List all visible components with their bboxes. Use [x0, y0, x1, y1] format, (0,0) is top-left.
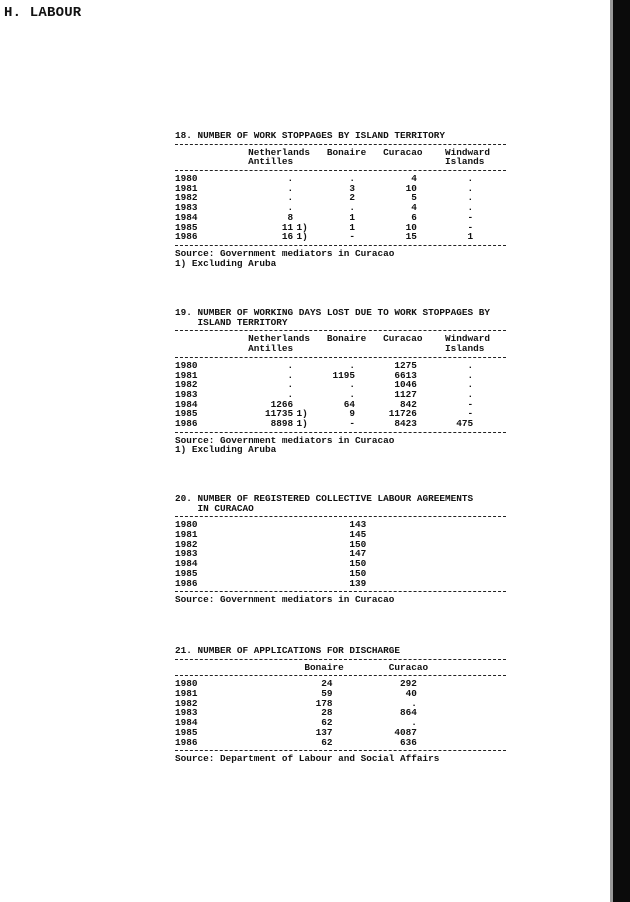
table-title: 20. NUMBER OF REGISTERED COLLECTIVE LABOUR AGREEMENTS [175, 493, 474, 504]
table-footnote: 1) Excluding Aruba [175, 444, 277, 456]
value-cell: 150 [349, 567, 367, 579]
table-row [175, 213, 506, 223]
table-row [175, 689, 506, 699]
section-title: H. LABOUR [4, 5, 82, 21]
column-header: Curacao [388, 661, 429, 673]
table-source: Source: Government mediators in Curacao [175, 594, 395, 606]
table-row [175, 184, 506, 194]
value-cell: 24 [321, 678, 333, 690]
value-cell: 1 [349, 211, 355, 223]
value-cell: 59 [321, 688, 333, 700]
dashed-rule [175, 144, 506, 145]
table-row [175, 174, 506, 184]
dashed-rule [175, 245, 506, 246]
value-cell: 11726 [388, 408, 417, 420]
table-row [175, 371, 506, 381]
value-cell: 137 [315, 726, 333, 738]
value-cell: 4 [411, 202, 417, 214]
table-title: 21. NUMBER OF APPLICATIONS FOR DISCHARGE [175, 645, 401, 656]
value-cell: 11735 [264, 408, 294, 420]
value-cell: 292 [400, 678, 417, 690]
year-cell: 1986 [175, 736, 198, 748]
column-header: Curacao [383, 146, 423, 158]
table-row [175, 579, 506, 589]
table-title: 19. NUMBER OF WORKING DAYS LOST DUE TO WORK STOPPAGES BY [175, 307, 491, 318]
value-cell: . [287, 379, 294, 391]
value-cell: - [467, 398, 474, 410]
table-row [175, 520, 506, 530]
table-row [175, 232, 506, 242]
value-cell: - [467, 408, 474, 420]
value-cell: 1275 [394, 359, 417, 371]
year-cell: 1980 [175, 519, 198, 531]
dashed-rule [175, 516, 506, 517]
year-cell: 1983 [175, 388, 198, 400]
value-cell: . [467, 388, 474, 400]
value-cell: . [467, 192, 474, 204]
year-cell: 1986 [175, 577, 198, 589]
value-cell [293, 174, 310, 184]
value-cell: 8423 [394, 417, 417, 429]
column-header: Windward [445, 333, 491, 345]
column-header: Netherlands [248, 333, 311, 345]
value-cell: 1 [467, 231, 474, 243]
value-cell: . [287, 359, 294, 371]
year-cell: 1981 [175, 529, 198, 541]
column-header: Curacao [383, 333, 423, 345]
year-cell: 1981 [175, 369, 198, 381]
column-header [175, 148, 248, 158]
value-cell: . [467, 202, 474, 214]
value-cell [293, 380, 310, 390]
year-cell: 1983 [175, 548, 198, 560]
value-cell: 636 [400, 736, 417, 748]
year-cell: 1984 [175, 398, 198, 410]
value-cell: 1 [349, 221, 355, 233]
year-cell: 1984 [175, 558, 198, 570]
value-cell: 147 [349, 548, 367, 560]
value-cell [293, 193, 310, 203]
value-cell: - [467, 221, 474, 233]
table-row [175, 718, 506, 728]
value-cell: 150 [349, 538, 367, 550]
table-row [175, 569, 506, 579]
value-cell: . [287, 192, 294, 204]
value-cell: 9 [349, 408, 355, 420]
value-cell: . [287, 202, 294, 214]
value-cell: 842 [399, 398, 417, 410]
dashed-rule [175, 357, 506, 358]
column-header [383, 344, 445, 354]
header-row [175, 663, 506, 673]
value-cell: 475 [456, 417, 474, 429]
year-cell: 1980 [175, 359, 198, 371]
column-header [175, 157, 248, 167]
table-source: Source: Government mediators in Curacao [175, 247, 395, 259]
table-working-days-lost [175, 308, 506, 455]
value-cell: 1127 [394, 388, 417, 400]
table-row [175, 203, 506, 213]
value-cell: 864 [400, 707, 417, 719]
value-cell: 178 [315, 697, 333, 709]
year-cell: 1982 [175, 697, 198, 709]
year-cell: 1980 [175, 678, 198, 690]
dashed-rule [175, 659, 506, 660]
value-cell: 40 [405, 688, 417, 700]
table-row [175, 223, 506, 233]
value-cell: 5 [411, 192, 417, 204]
value-cell: 4 [411, 173, 417, 185]
year-cell: 1983 [175, 202, 198, 214]
value-cell: . [467, 359, 474, 371]
value-cell: . [287, 173, 294, 185]
year-cell: 1981 [175, 688, 198, 700]
year-cell: 1985 [175, 408, 198, 420]
value-cell: 8898 [270, 417, 294, 429]
value-cell: - [349, 231, 355, 243]
table-row [175, 380, 506, 390]
value-cell: 4087 [394, 726, 417, 738]
dashed-rule [175, 675, 506, 676]
value-cell: 1046 [394, 379, 417, 391]
dashed-rule [175, 330, 506, 331]
value-cell: . [467, 182, 474, 194]
table-row [175, 738, 506, 748]
year-cell: 1982 [175, 538, 198, 550]
value-cell: 15 [405, 231, 417, 243]
table-row [175, 193, 506, 203]
value-cell: . [349, 388, 355, 400]
year-cell: 1983 [175, 707, 198, 719]
value-cell: 6 [411, 211, 417, 223]
value-cell: . [467, 379, 474, 391]
value-cell: 145 [349, 529, 367, 541]
table-source: Source: Government mediators in Curacao [175, 434, 395, 446]
value-cell: . [467, 369, 474, 381]
value-cell: - [349, 417, 355, 429]
table-title: 18. NUMBER OF WORK STOPPAGES BY ISLAND TERRITORY [175, 130, 446, 141]
value-cell: . [287, 182, 294, 194]
table-row [175, 699, 506, 709]
value-cell: 1266 [270, 398, 294, 410]
year-cell: 1984 [175, 717, 198, 729]
column-header [175, 344, 248, 354]
value-cell: . [467, 173, 474, 185]
year-cell: 1986 [175, 231, 198, 243]
value-cell [293, 390, 310, 400]
table-row [175, 549, 506, 559]
value-cell: . [287, 388, 294, 400]
header-row [175, 157, 506, 167]
value-cell: . [349, 379, 355, 391]
value-cell: 1195 [332, 369, 355, 381]
table-title: ISLAND TERRITORY [175, 316, 288, 328]
table-source: Source: Department of Labour and Social Affairs [175, 753, 440, 765]
column-header [327, 344, 383, 354]
value-cell [293, 184, 310, 194]
scan-edge-border [613, 0, 630, 902]
column-header: Bonaire [326, 146, 367, 158]
value-cell: . [287, 369, 294, 381]
value-cell: 150 [349, 558, 367, 570]
year-cell: 1981 [175, 182, 198, 194]
value-cell: 6613 [394, 369, 417, 381]
value-cell: . [411, 697, 417, 709]
table-row [175, 540, 506, 550]
year-cell: 1985 [175, 221, 198, 233]
value-cell: 16 [281, 231, 294, 243]
year-cell: 1984 [175, 211, 198, 223]
column-header: Bonaire [326, 333, 367, 345]
value-cell: 3 [349, 182, 355, 194]
header-row [175, 344, 506, 354]
value-cell: . [349, 173, 355, 185]
table-row [175, 390, 506, 400]
value-cell: 1) [296, 231, 308, 243]
value-cell: 64 [343, 398, 355, 410]
column-header: Windward [445, 146, 491, 158]
column-header [383, 157, 445, 167]
column-header: Islands [445, 343, 485, 355]
table-title: IN CURACAO [175, 502, 254, 514]
value-cell: 10 [405, 182, 417, 194]
value-cell: 62 [321, 717, 333, 729]
table-collective-agreements [175, 494, 506, 605]
column-header: Islands [445, 156, 485, 168]
year-cell: 1982 [175, 192, 198, 204]
value-cell: . [411, 717, 417, 729]
table-row [175, 679, 506, 689]
table-row [175, 708, 506, 718]
table-row [175, 419, 506, 429]
column-header [327, 157, 383, 167]
value-cell: 28 [321, 707, 333, 719]
column-header: Antilles [248, 343, 294, 355]
value-cell [293, 371, 310, 381]
year-cell: 1982 [175, 379, 198, 391]
column-header [175, 334, 248, 344]
year-cell: 1985 [175, 726, 198, 738]
value-cell: 11 [281, 221, 294, 233]
value-cell: . [349, 202, 355, 214]
table-discharge-applications [175, 646, 506, 764]
column-header: Netherlands [248, 146, 311, 158]
table-row [175, 400, 506, 410]
value-cell: 139 [349, 577, 367, 589]
dashed-rule [175, 170, 506, 171]
value-cell [293, 361, 310, 371]
year-cell: 1985 [175, 567, 198, 579]
table-row [175, 559, 506, 569]
value-cell: 62 [321, 736, 333, 748]
value-cell [293, 203, 310, 213]
table-footnote: 1) Excluding Aruba [175, 257, 277, 269]
year-cell: 1980 [175, 173, 198, 185]
value-cell: 1) [296, 408, 308, 420]
table-row [175, 530, 506, 540]
value-cell: 8 [287, 211, 294, 223]
value-cell: 10 [405, 221, 417, 233]
value-cell: 1) [296, 221, 308, 233]
value-cell: 143 [349, 519, 367, 531]
value-cell: . [349, 359, 355, 371]
value-cell: 2 [349, 192, 355, 204]
value-cell: 1) [296, 417, 308, 429]
year-cell: 1986 [175, 417, 198, 429]
dashed-rule [175, 591, 506, 592]
table-work-stoppages [175, 131, 506, 268]
value-cell: - [467, 211, 474, 223]
column-header: Antilles [248, 156, 294, 168]
dashed-rule [175, 750, 506, 751]
dashed-rule [175, 432, 506, 433]
table-row [175, 728, 506, 738]
column-header [175, 663, 304, 673]
column-header: Bonaire [304, 661, 344, 673]
